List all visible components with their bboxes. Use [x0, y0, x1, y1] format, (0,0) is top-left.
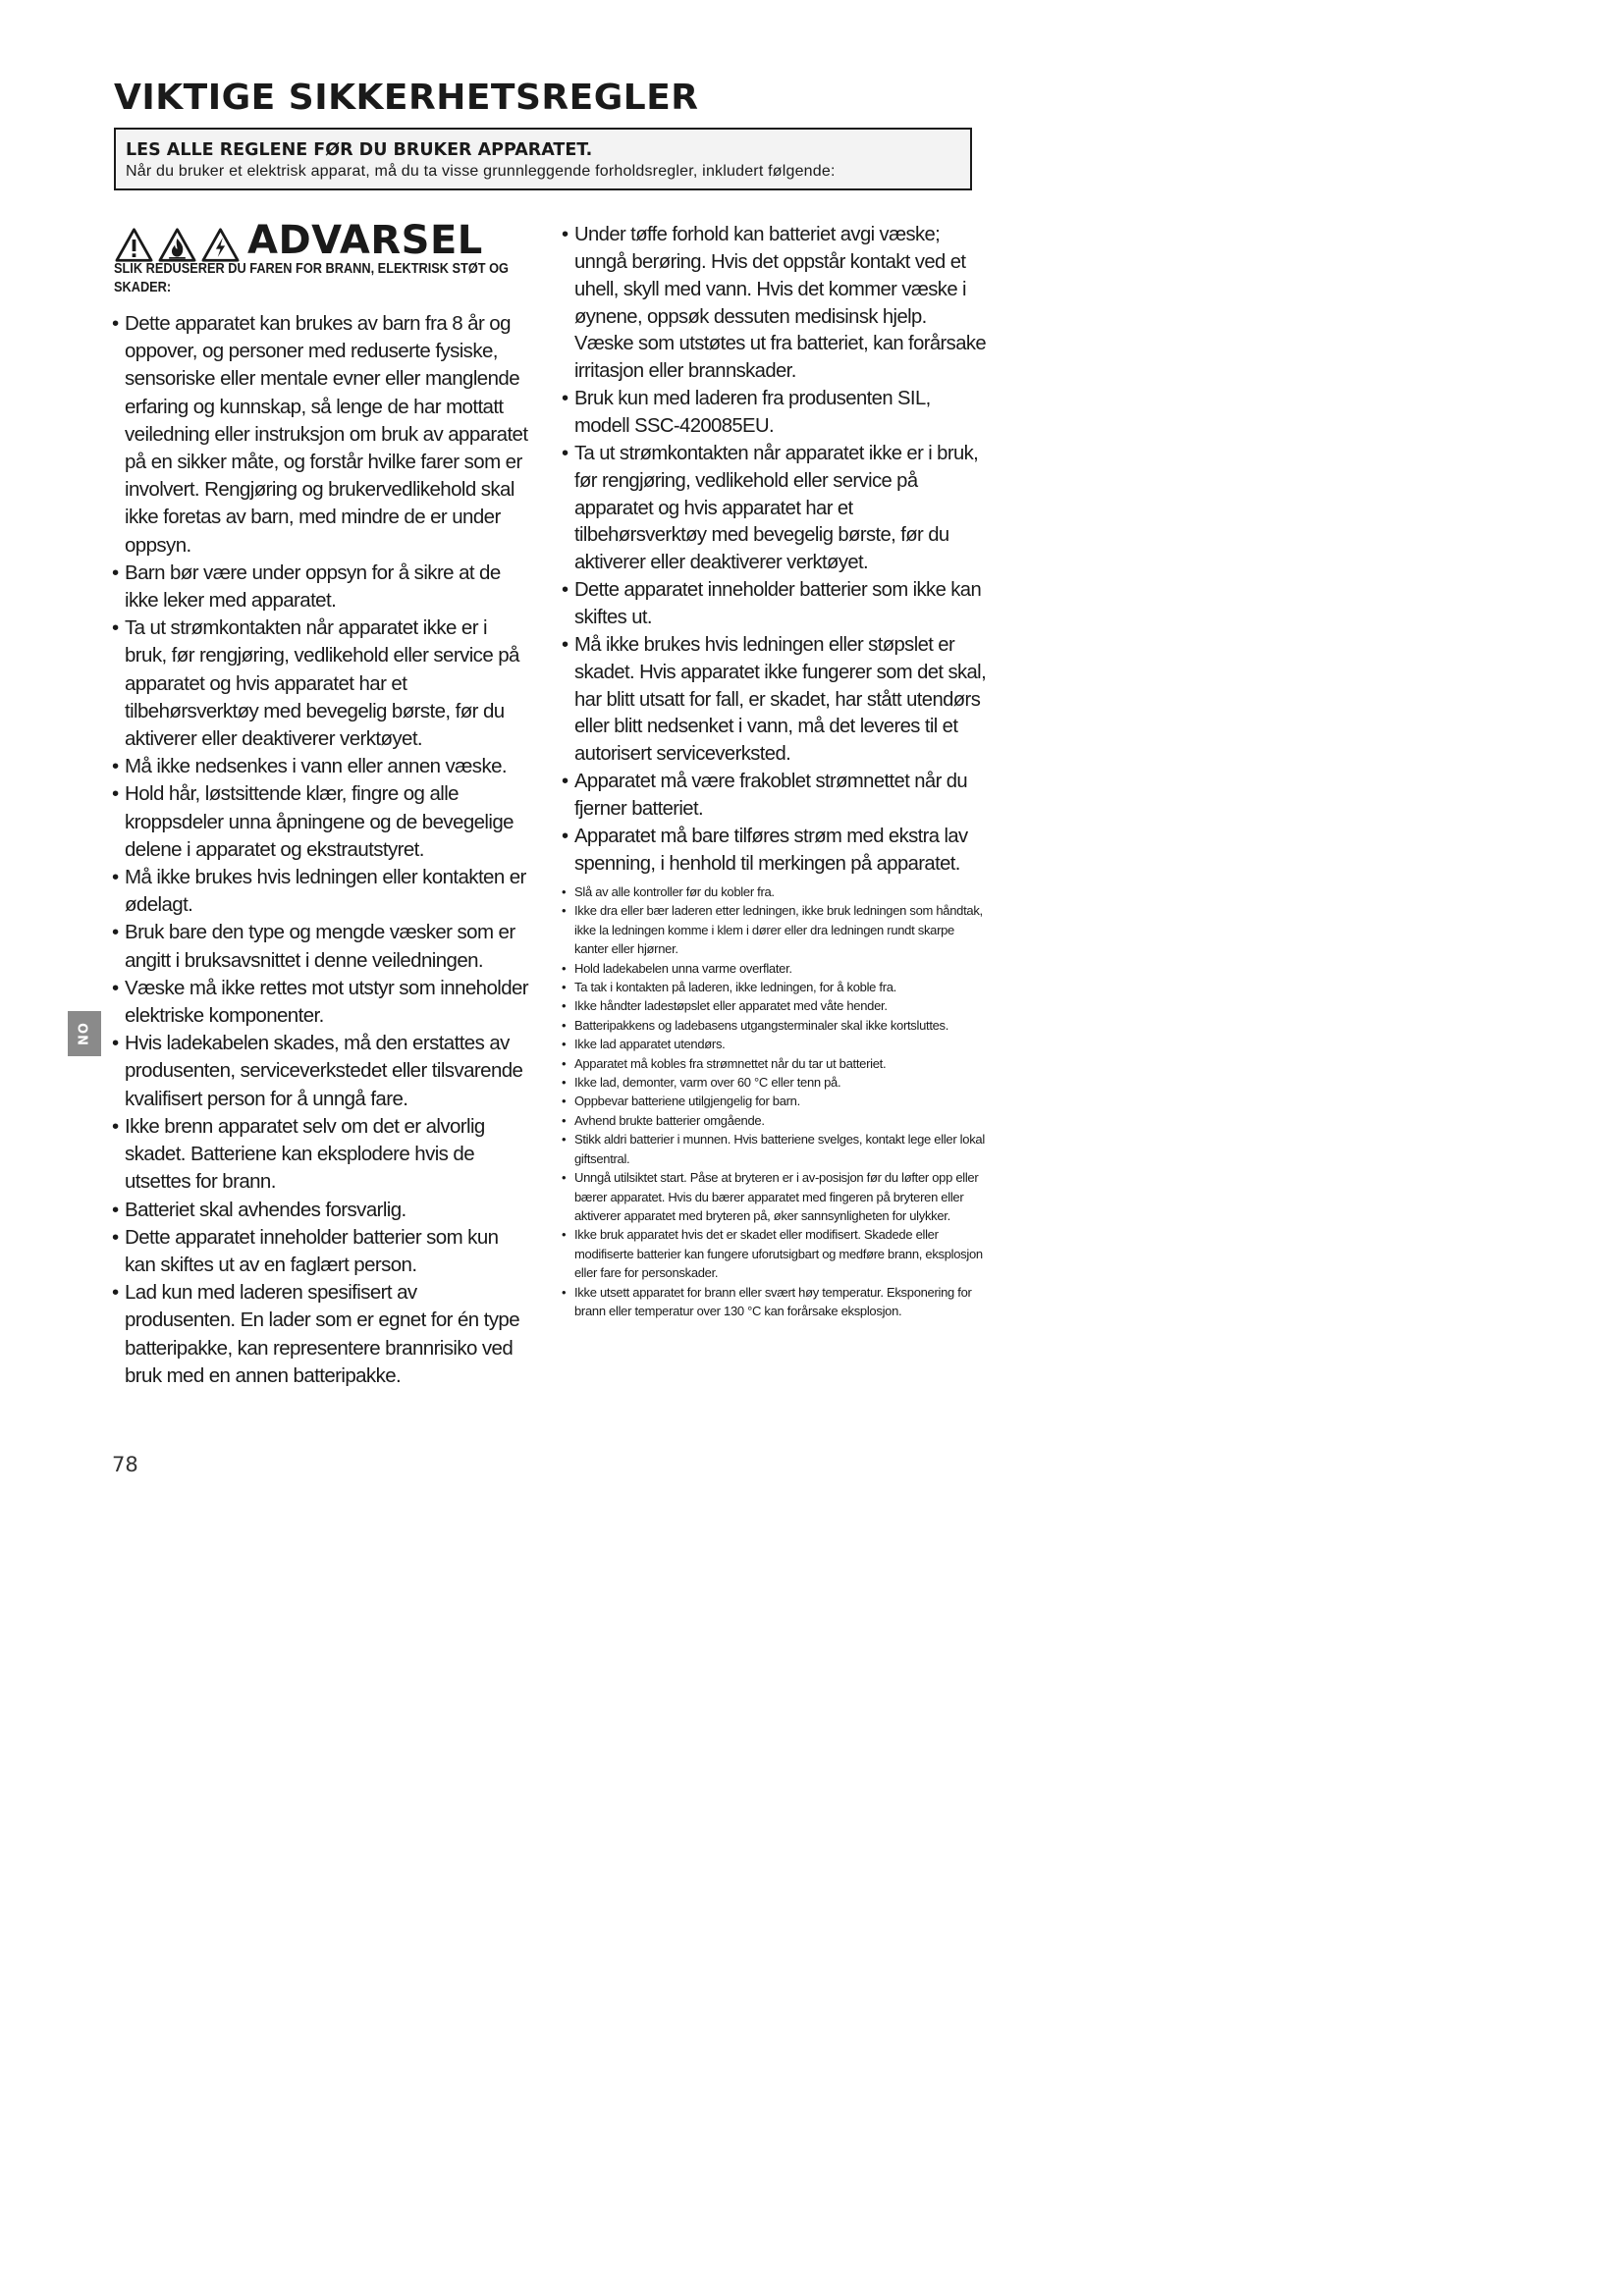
list-item: • Dette apparatet inneholder batterier som kun kan skiftes ut av en faglært person. — [125, 1224, 531, 1279]
list-item: • Lad kun med laderen spesifisert av produsenten. En lader som er egnet for én type batteripakke, kan representere brannrisiko ved bruk med en annen batteripakke. — [125, 1279, 531, 1390]
list-item: • Batteripakkens og ladebasens utgangsterminaler skal ikke kortsluttes. — [574, 1016, 987, 1035]
list-item: • Væske må ikke rettes mot utstyr som inneholder elektriske komponenter. — [125, 975, 531, 1030]
list-item: • Hold hår, løstsittende klær, fingre og alle kroppsdeler unna åpningene og de bevegelige delene i apparatet og ekstrautstyret. — [125, 780, 531, 864]
list-item: • Slå av alle kontroller før du kobler fra. — [574, 882, 987, 901]
list-item: • Bruk kun med laderen fra produsenten SIL, modell SSC-420085EU. — [574, 386, 987, 441]
list-item: • Ikke bruk apparatet hvis det er skadet eller modifisert. Skadede eller modifiserte batterier kan fungere uforutsigbart og medføre brann, eksplosjon eller fare for personskader. — [574, 1225, 987, 1282]
language-tab-label: NO — [77, 1022, 92, 1045]
list-item: • Batteriet skal avhendes forsvarlig. — [125, 1197, 531, 1224]
list-item: • Bruk bare den type og mengde væsker som er angitt i bruksavsnittet i denne veiledningen. — [125, 919, 531, 974]
safety-list-right-small — [574, 882, 987, 1320]
list-item: • Ikke lad apparatet utendørs. — [574, 1035, 987, 1053]
list-item: • Ta ut strømkontakten når apparatet ikke er i bruk, før rengjøring, vedlikehold eller service på apparatet og hvis apparatet har et tilbehørsverktøy med bevegelig børste, før du aktiverer eller deaktiverer verktøyet. — [125, 614, 531, 753]
list-item: • Barn bør være under oppsyn for å sikre at de ikke leker med apparatet. — [125, 560, 531, 614]
list-item: • Ta ut strømkontakten når apparatet ikke er i bruk, før rengjøring, vedlikehold eller service på apparatet og hvis apparatet har et tilbehørsverktøy med bevegelig børste, før du aktiverer eller deaktiverer verktøyet. — [574, 441, 987, 577]
warning-word: ADVARSEL — [247, 218, 483, 263]
list-item: • Hvis ladekabelen skades, må den erstattes av produsenten, serviceverkstedet eller tilsvarende kvalifisert person for å unngå fare. — [125, 1030, 531, 1113]
list-item: • Dette apparatet kan brukes av barn fra 8 år og oppover, og personer med reduserte fysiske, sensoriske eller mentale evner eller manglende erfaring og kunnskap, så lenge de har mottatt veiledning eller instruksjon om bruk av apparatet på en sikker måte, og forstår hvilke farer som er involvert. Rengjøring og brukervedlikehold skal ikke foretas av barn, med mindre de er under oppsyn. — [125, 310, 531, 560]
list-item: • Apparatet må bare tilføres strøm med ekstra lav spenning, i henhold til merkingen på apparatet. — [574, 824, 987, 879]
warning-triangle-icon — [114, 227, 154, 263]
list-item: • Ikke lad, demonter, varm over 60 °C eller tenn på. — [574, 1073, 987, 1092]
list-item: • Ikke utsett apparatet for brann eller svært høy temperatur. Eksponering for brann eller temperatur over 130 °C kan forårsake eksplosjon. — [574, 1283, 987, 1321]
page-number: 78 — [112, 1453, 138, 1476]
list-item: • Avhend brukte batterier omgående. — [574, 1111, 987, 1130]
list-item: • Apparatet må kobles fra strømnettet når du tar ut batteriet. — [574, 1054, 987, 1073]
list-item: • Under tøffe forhold kan batteriet avgi væske; unngå berøring. Hvis det oppstår kontakt ved et uhell, skyll med vann. Hvis det kommer væske i øynene, oppsøk dessuten medisinsk hjelp. Væske som utstøtes ut fra batteriet, kan forårsake irritasjon eller brannskader. — [574, 222, 987, 386]
electric-shock-icon — [200, 227, 241, 263]
list-item: • Må ikke brukes hvis ledningen eller kontakten er ødelagt. — [125, 864, 531, 919]
page-title: VIKTIGE SIKKERHETSREGLER — [114, 78, 699, 118]
list-item: • Ikke håndter ladestøpslet eller apparatet med våte hender. — [574, 996, 987, 1015]
list-item: • Ta tak i kontakten på laderen, ikke ledningen, for å koble fra. — [574, 978, 987, 996]
warning-subheading: SLIK REDUSERER DU FAREN FOR BRANN, ELEKTRISK STØT OG SKADER: — [114, 261, 509, 295]
list-item: • Oppbevar batteriene utilgjengelig for barn. — [574, 1092, 987, 1110]
list-item: • Stikk aldri batterier i munnen. Hvis batteriene svelges, kontakt lege eller lokal giftsentral. — [574, 1130, 987, 1168]
language-tab — [68, 1011, 101, 1056]
warning-header — [114, 218, 483, 263]
list-item: • Dette apparatet inneholder batterier som ikke kan skiftes ut. — [574, 577, 987, 632]
list-item: • Apparatet må være frakoblet strømnettet når du fjerner batteriet. — [574, 769, 987, 824]
list-item: • Må ikke brukes hvis ledningen eller støpslet er skadet. Hvis apparatet ikke fungerer som det skal, har blitt utsatt for fall, er skadet, har stått utendørs eller blitt nedsenket i vann, må det leveres til et autorisert serviceverksted. — [574, 632, 987, 769]
fire-hazard-icon — [157, 227, 197, 263]
safety-list-left — [125, 310, 531, 1390]
notice-box — [114, 128, 972, 190]
notice-text: Når du bruker et elektrisk apparat, må du ta visse grunnleggende forholdsregler, inkludert følgende: — [126, 163, 836, 180]
list-item: • Unngå utilsiktet start. Påse at bryteren er i av-posisjon før du løfter opp eller bærer apparatet. Hvis du bærer apparatet med fingeren på bryteren eller aktiverer apparatet med bryteren på, øker sannsynligheten for ulykker. — [574, 1168, 987, 1225]
list-item: • Ikke dra eller bær laderen etter ledningen, ikke bruk ledningen som håndtak, ikke la ledningen komme i klem i dører eller dra ledningen rundt skarpe kanter eller hjørner. — [574, 901, 987, 958]
list-item: • Ikke brenn apparatet selv om det er alvorlig skadet. Batteriene kan eksplodere hvis de utsettes for brann. — [125, 1113, 531, 1197]
notice-heading: LES ALLE REGLENE FØR DU BRUKER APPARATET. — [126, 140, 593, 160]
list-item: • Hold ladekabelen unna varme overflater. — [574, 959, 987, 978]
list-item: • Må ikke nedsenkes i vann eller annen væske. — [125, 753, 531, 780]
safety-list-right — [574, 222, 987, 879]
